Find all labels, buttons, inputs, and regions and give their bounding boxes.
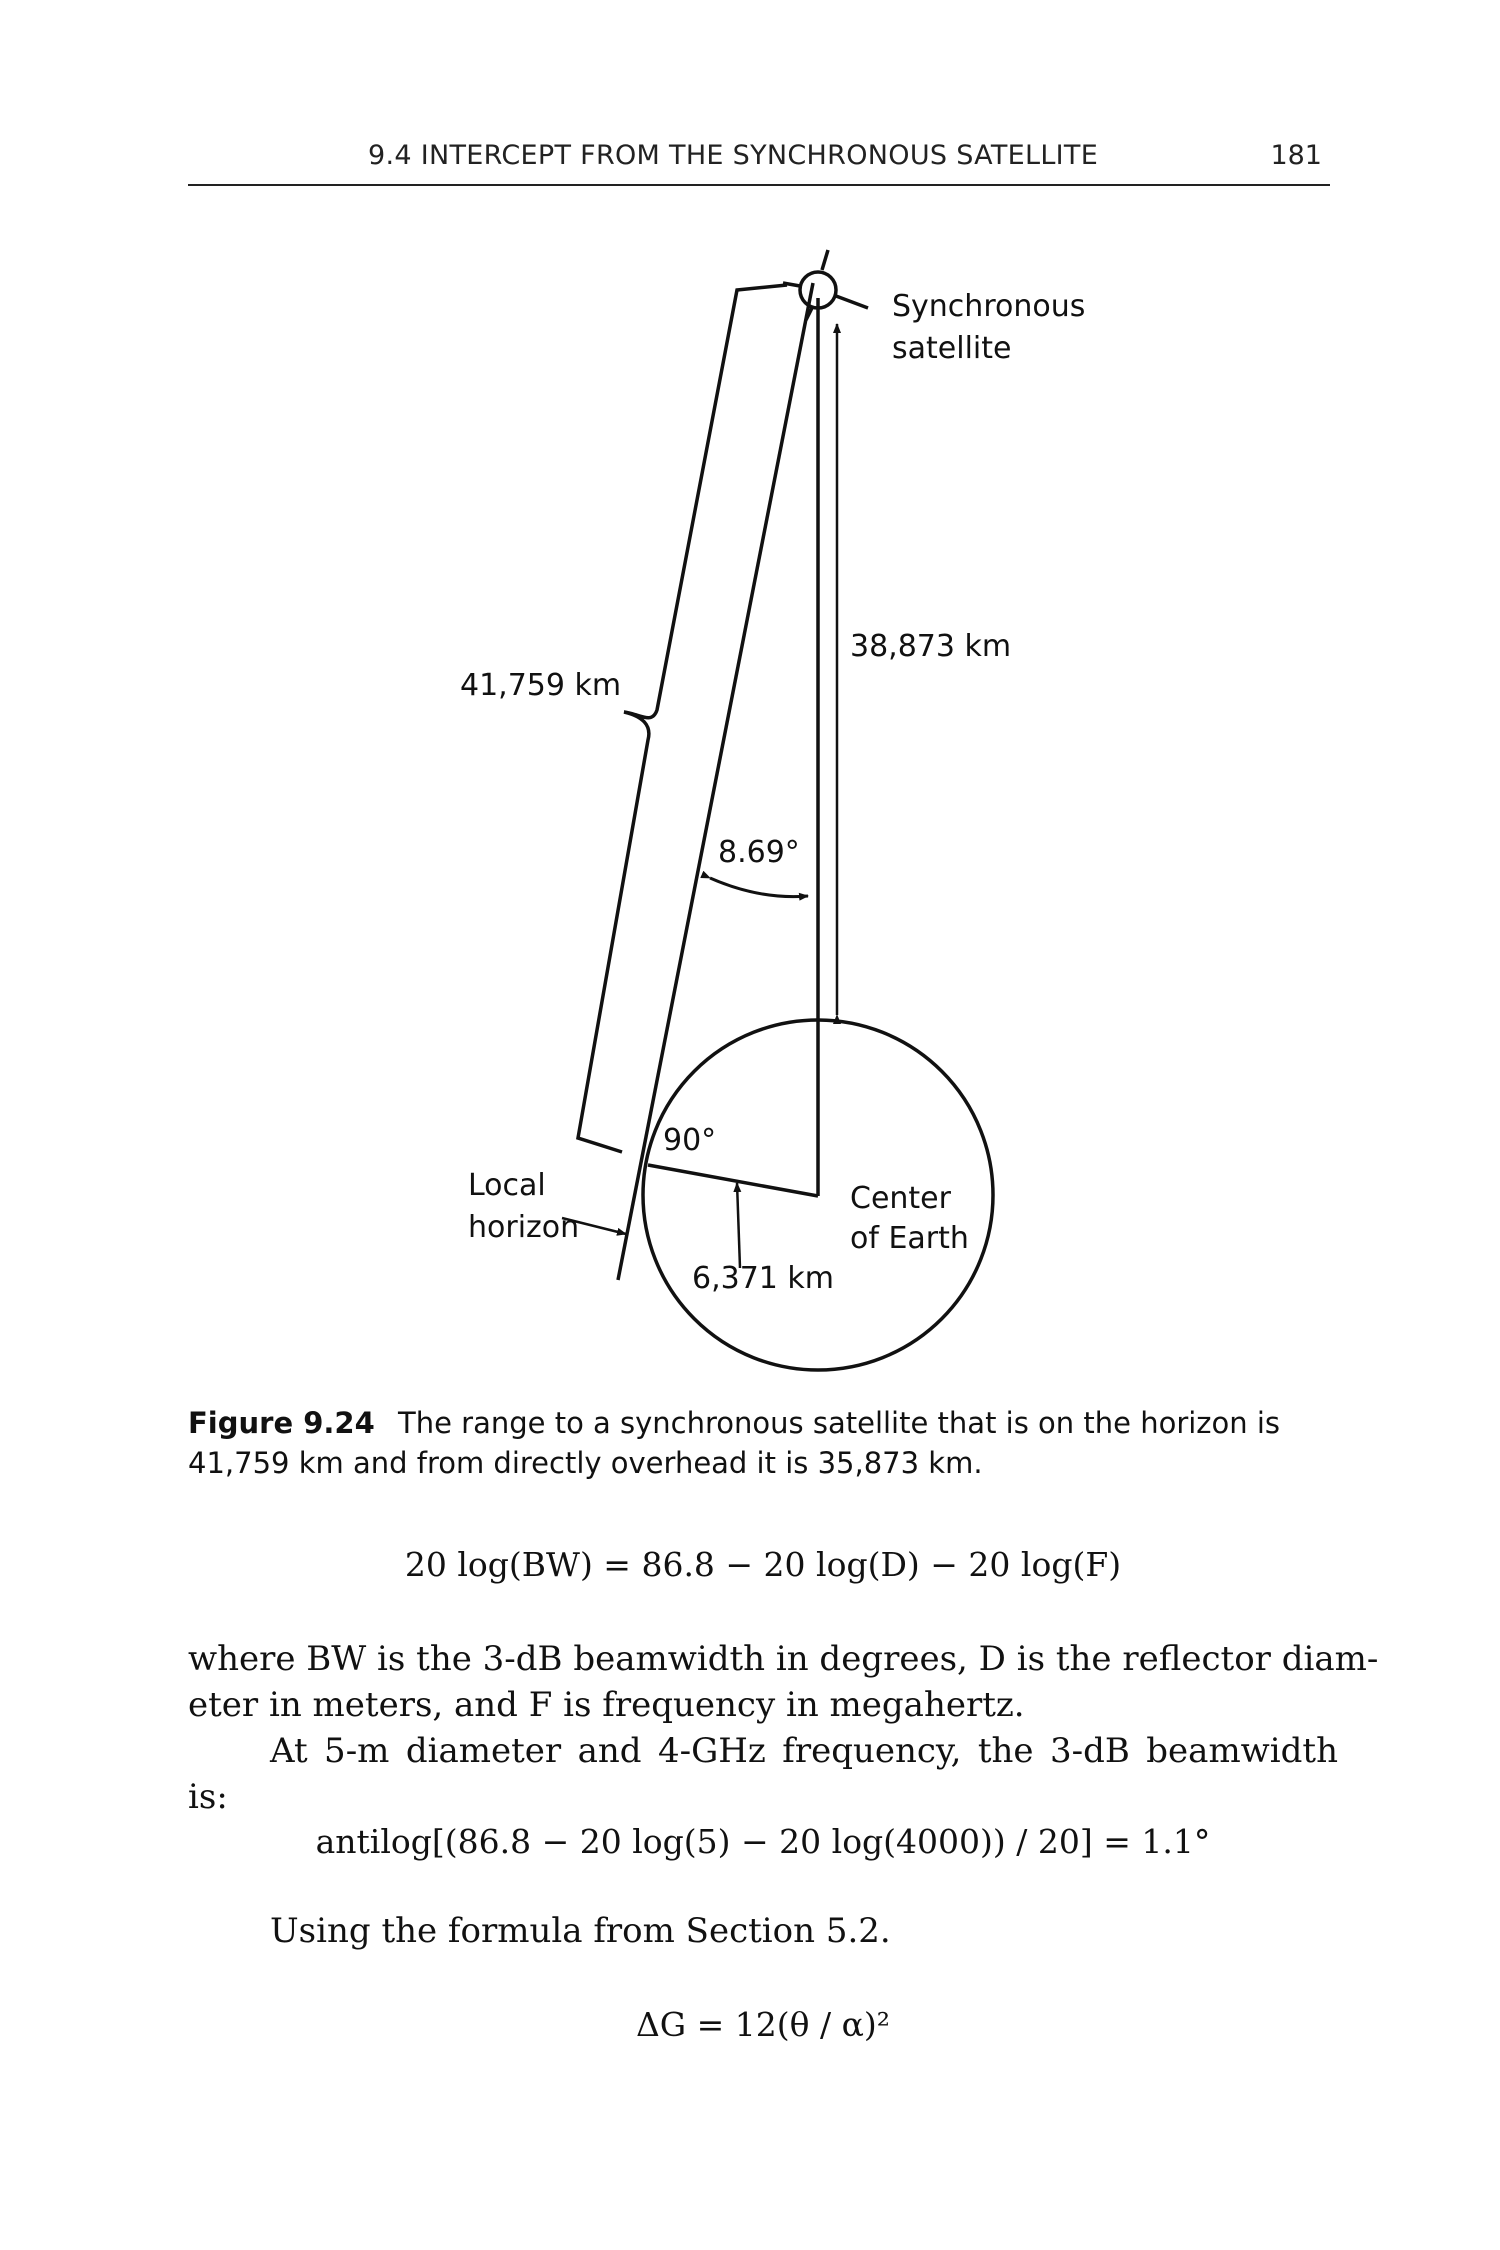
earth-radius-label: 6,371 km [692, 1261, 835, 1296]
antilog-equation: antilog[(86.8 − 20 log(5) − 20 log(4000)) / 20] = 1.1° [315, 1822, 1211, 1861]
gain-equation: ΔG = 12(θ / α)² [635, 2005, 891, 2044]
paragraph-line: where BW is the 3-dB beamwidth in degrees, D is the reflector diam- [188, 1639, 1379, 1679]
paragraph-example: At 5-m diameter and 4-GHz frequency, the 3-dB beamwidth is: [188, 1731, 1338, 1817]
earth-radius-line [648, 1165, 818, 1196]
running-title: 9.4 INTERCEPT FROM THE SYNCHRONOUS SATELLITE [368, 140, 1099, 171]
paragraph-line: eter in meters, and F is frequency in megahertz. [188, 1685, 1025, 1725]
paragraph-section-ref: Using the formula from Section 5.2. [270, 1911, 891, 1951]
horizon-range-label: 41,759 km [460, 668, 622, 703]
page-number: 181 [1270, 140, 1322, 171]
local-horizon-label-line2: horizon [468, 1210, 580, 1245]
caption-label: Figure 9.24 [188, 1406, 375, 1440]
caption-text: The range to a synchronous satellite that is on the horizon is 41,759 km and from directly overhead it is 35,873 km. [188, 1406, 1281, 1480]
horizon-range-brace [578, 285, 787, 1152]
beamwidth-equation: 20 log(BW) = 86.8 − 20 log(D) − 20 log(F) [404, 1545, 1122, 1584]
paragraph-definitions [188, 1636, 1379, 1728]
overhead-range-label: 38,873 km [850, 629, 1012, 664]
figure-caption [188, 1403, 1338, 1483]
center-label-line2: of Earth [850, 1221, 969, 1256]
satellite-label-line1: Synchronous [892, 289, 1086, 324]
right-angle-label: 90° [663, 1123, 717, 1158]
angle-arc [710, 878, 808, 897]
angle-label: 8.69° [718, 835, 800, 870]
satellite-symbol [783, 250, 868, 320]
earth-radius-arrow [737, 1183, 740, 1268]
center-label-line1: Center [850, 1181, 951, 1216]
satellite-label-line2: satellite [892, 331, 1012, 366]
local-horizon-label-line1: Local [468, 1168, 546, 1203]
